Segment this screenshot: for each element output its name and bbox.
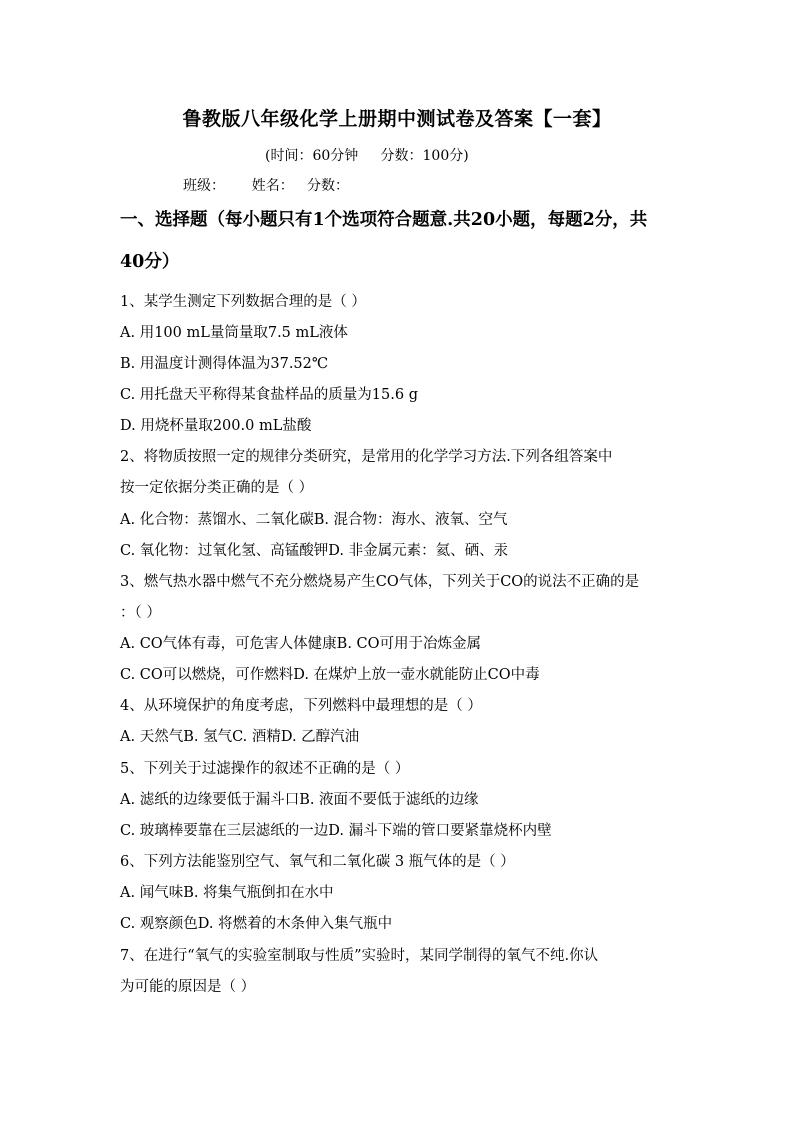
question-5-options-cd: C. 玻璃棒要靠在三层滤纸的一边D. 漏斗下端的管口要紧靠烧杯内壁 [120,823,552,839]
time-score-line: (时间：60分钟 分数：100分) [265,148,469,164]
question-2-stem-line1: 2、将物质按照一定的规律分类研究，是常用的化学学习方法.下列各组答案中 [120,449,613,465]
question-1-option-c: C. 用托盘天平称得某食盐样品的质量为15.6 g [120,387,418,403]
question-7-stem-line2: 为可能的原因是（ ） [120,979,256,995]
document-title: 鲁教版八年级化学上册期中测试卷及答案【一套】 [182,108,612,130]
question-1-option-b: B. 用温度计测得体温为37.52℃ [120,356,329,372]
question-1-option-d: D. 用烧杯量取200.0 mL盐酸 [120,418,312,434]
question-3-stem-line1: 3、燃气热水器中燃气不充分燃烧易产生CO气体，下列关于CO的说法不正确的是 [120,574,640,590]
question-6-options-ab: A. 闻气味B. 将集气瓶倒扣在水中 [120,885,334,901]
student-info-line: 班级： 姓名： 分数： [183,178,350,194]
question-5-options-ab: A. 滤纸的边缘要低于漏斗口B. 液面不要低于滤纸的边缘 [120,792,479,808]
question-2-options-cd: C. 氧化物：过氧化氢、高锰酸钾D. 非金属元素：氦、硒、汞 [120,543,509,559]
question-1-option-a: A. 用100 mL量筒量取7.5 mL液体 [120,325,348,341]
question-4-stem: 4、从环境保护的角度考虑，下列燃料中最理想的是（ ） [120,698,482,714]
question-4-options: A. 天然气B. 氢气C. 酒精D. 乙醇汽油 [120,729,360,745]
question-2-options-ab: A. 化合物：蒸馏水、二氧化碳B. 混合物：海水、液氧、空气 [120,512,508,528]
question-1-stem: 1、某学生测定下列数据合理的是（ ） [120,294,366,310]
question-6-options-cd: C. 观察颜色D. 将燃着的木条伸入集气瓶中 [120,916,393,932]
question-6-stem: 6、下列方法能鉴别空气、氧气和二氧化碳 3 瓶气体的是（ ） [120,854,515,870]
section-heading-line2: 40分） [120,252,180,272]
question-2-stem-line2: 按一定依据分类正确的是（ ） [120,480,314,496]
question-7-stem-line1: 7、在进行“氧气的实验室制取与性质”实验时，某同学制得的氧气不纯.你认 [120,948,599,964]
question-3-options-ab: A. CO气体有毒，可危害人体健康B. CO可用于冶炼金属 [120,636,482,652]
question-3-options-cd: C. CO可以燃烧，可作燃料D. 在煤炉上放一壶水就能防止CO中毒 [120,667,540,683]
question-3-stem-line2: ：（ ） [120,605,161,621]
section-heading-line1: 一、选择题（每小题只有1个选项符合题意.共20小题，每题2分，共 [120,210,648,230]
question-5-stem: 5、下列关于过滤操作的叙述不正确的是（ ） [120,761,410,777]
